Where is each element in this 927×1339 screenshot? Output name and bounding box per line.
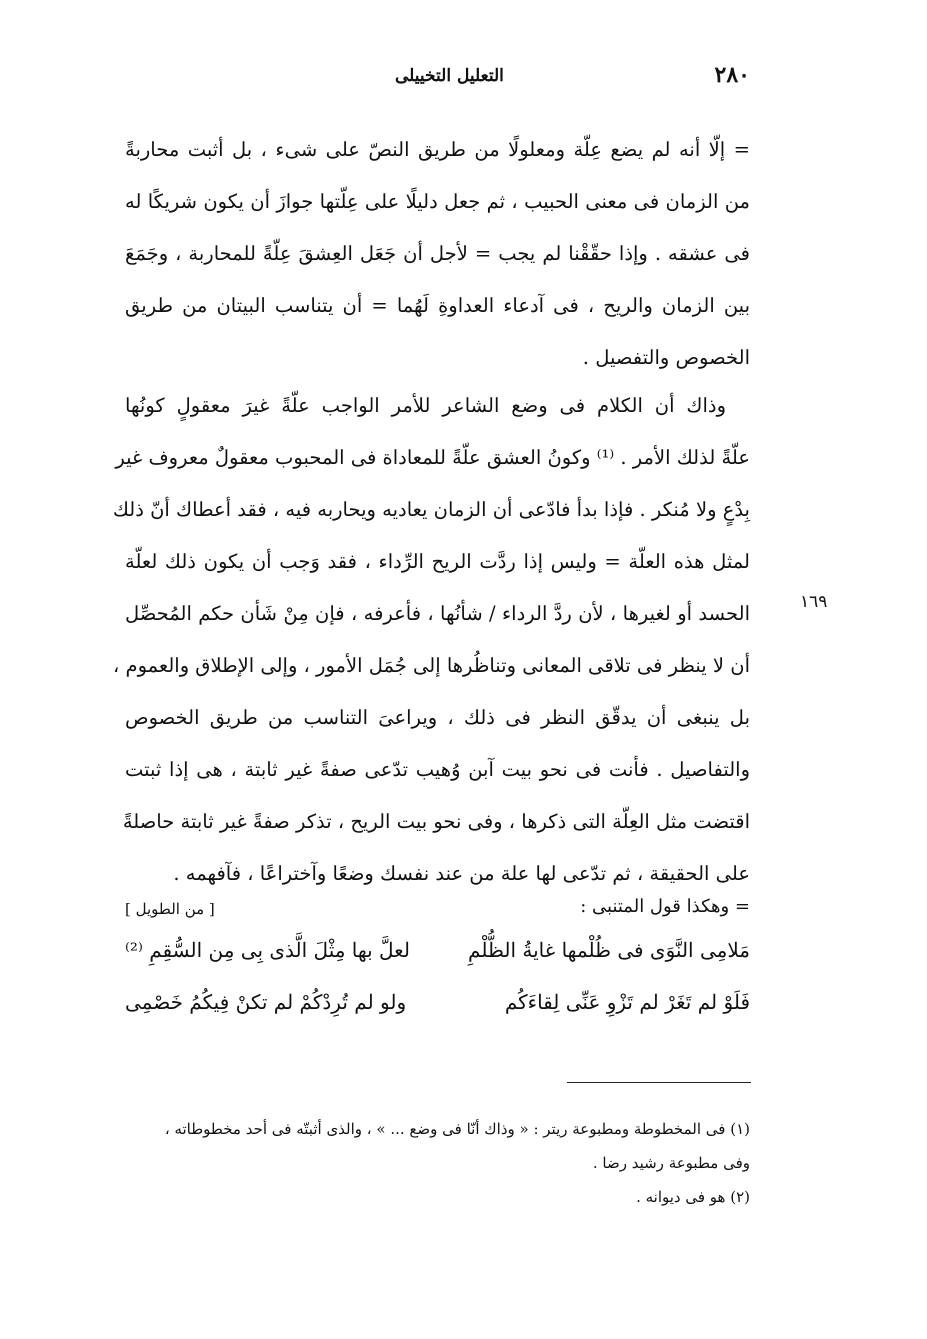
second-hemistich: لعلَّ بها مِثْلَ الَّذى بِى مِن السُّقِمِ ⁽²⁾ <box>125 938 410 962</box>
text-line: علّةً لذلك الأمر . ⁽¹⁾ وكونُ العشق علّةً للمعاداة فى المحبوب معقولٌ معروف غير <box>115 446 750 469</box>
footnotes <box>125 1112 750 1214</box>
text-line: من الزمان فى معنى الحبيب ، ثم جعل دليلًا على عِلّتها جوازَ أن يكون شريكًا له <box>125 190 750 213</box>
poetic-meter-label: [ من الطويل ] <box>125 900 215 918</box>
text-line: بل ينبغى أن يدقّق النظر فى ذلك ، ويراعىَ التناسب من طريق الخصوص <box>125 706 750 729</box>
text-line: أن لا ينظر فى تلاقى المعانى وتناظُرها إلى جُمَل الأمور ، وإلى الإطلاق والعموم ، <box>113 654 750 677</box>
text-line: الخصوص والتفصيل . <box>582 346 750 369</box>
text-line: والتفاصيل . فأنت فى نحو بيت آبن وُهيب تدّعى صفةً غير ثابتة ، هى إذا ثبتت <box>125 758 750 781</box>
text-line: بِدْعٍ ولا مُنكر . فإذا بدأ فادّعى أن الزمان يعاديه ويحاربه فيه ، فقد أعطاك أنّ ذلك <box>112 498 750 521</box>
page-number: ٢٨٠ <box>714 62 750 88</box>
page-header <box>125 62 750 94</box>
second-hemistich: ولو لم تُرِدْكُمْ لم تكنْ فِيكُمُ خَصْمِى <box>125 990 407 1014</box>
verse-line <box>125 990 750 1042</box>
text-line: فى عشقه . وإذا حقّقْنا لم يجب = لأجل أن جَعَل العِشقَ عِلّةً للمحاربة ، وجَمَعَ <box>125 242 750 265</box>
footnote-line: (١) فى المخطوطة ومطبوعة ريتر : « وذاك أنّا فى وضع ... » ، والذى أثبتّه فى أحد مخطوطاته ، <box>164 1120 750 1138</box>
poem-verses <box>125 938 750 1042</box>
footnote-line: (٢) هو فى ديوانه . <box>636 1188 750 1206</box>
first-hemistich: فَلَوْ لم تَغَرْ لم تَزْوِ عَنِّى لِقاءَكُم <box>504 990 750 1014</box>
paragraph-1 <box>125 124 750 384</box>
verse-line <box>125 938 750 990</box>
text-line: لمثل هذه العلّة = وليس إذا ردَّت الريح الرِّداء ، فقد وَجب أن يكون ذلك لعلّة <box>125 550 750 573</box>
running-title: التعليل التخييلى <box>395 66 504 86</box>
text-line: وذاك أن الكلام فى وضع الشاعر للأمر الواجب علّةً غيرَ معقولٍ كونُها <box>125 394 726 417</box>
text-line: بين الزمان والريح ، فى آدعاء العداوةِ لَهُما = أن يتناسب البيتان من طريق <box>125 294 750 317</box>
footnote-separator <box>567 1082 751 1083</box>
text-line: اقتضت مثل العِلّة التى ذكرها ، وفى نحو بيت الريح ، تذكر صفةً غير ثابتة حاصلةً <box>122 810 750 833</box>
verse-introduction <box>125 896 750 928</box>
text-line: = إلّا أنه لم يضع عِلّة ومعلولًا من طريق النصّ على شىء ، بل أثبت محاربةً <box>125 138 750 161</box>
text-line: على الحقيقة ، ثم تدّعى لها علة من عند نفسك وضعًا وآختراعًا ، فآفهمه . <box>173 862 750 885</box>
verse-intro-text: = وهكذا قول المتنبى : <box>580 896 750 917</box>
margin-page-reference: ١٦٩ <box>800 592 828 612</box>
text-line: الحسد أو لغيرها ، لأن ردَّ الرداء / شأنُها ، فأعرفه ، فإن مِنْ شَأن حكم المُحصِّل <box>125 602 750 625</box>
first-hemistich: مَلامِى النَّوَى فى ظُلْمها غايةُ الظُّلْمِ <box>468 938 750 962</box>
footnote-line: وفى مطبوعة رشيد رضا . <box>592 1154 750 1172</box>
paragraph-2 <box>112 380 750 900</box>
